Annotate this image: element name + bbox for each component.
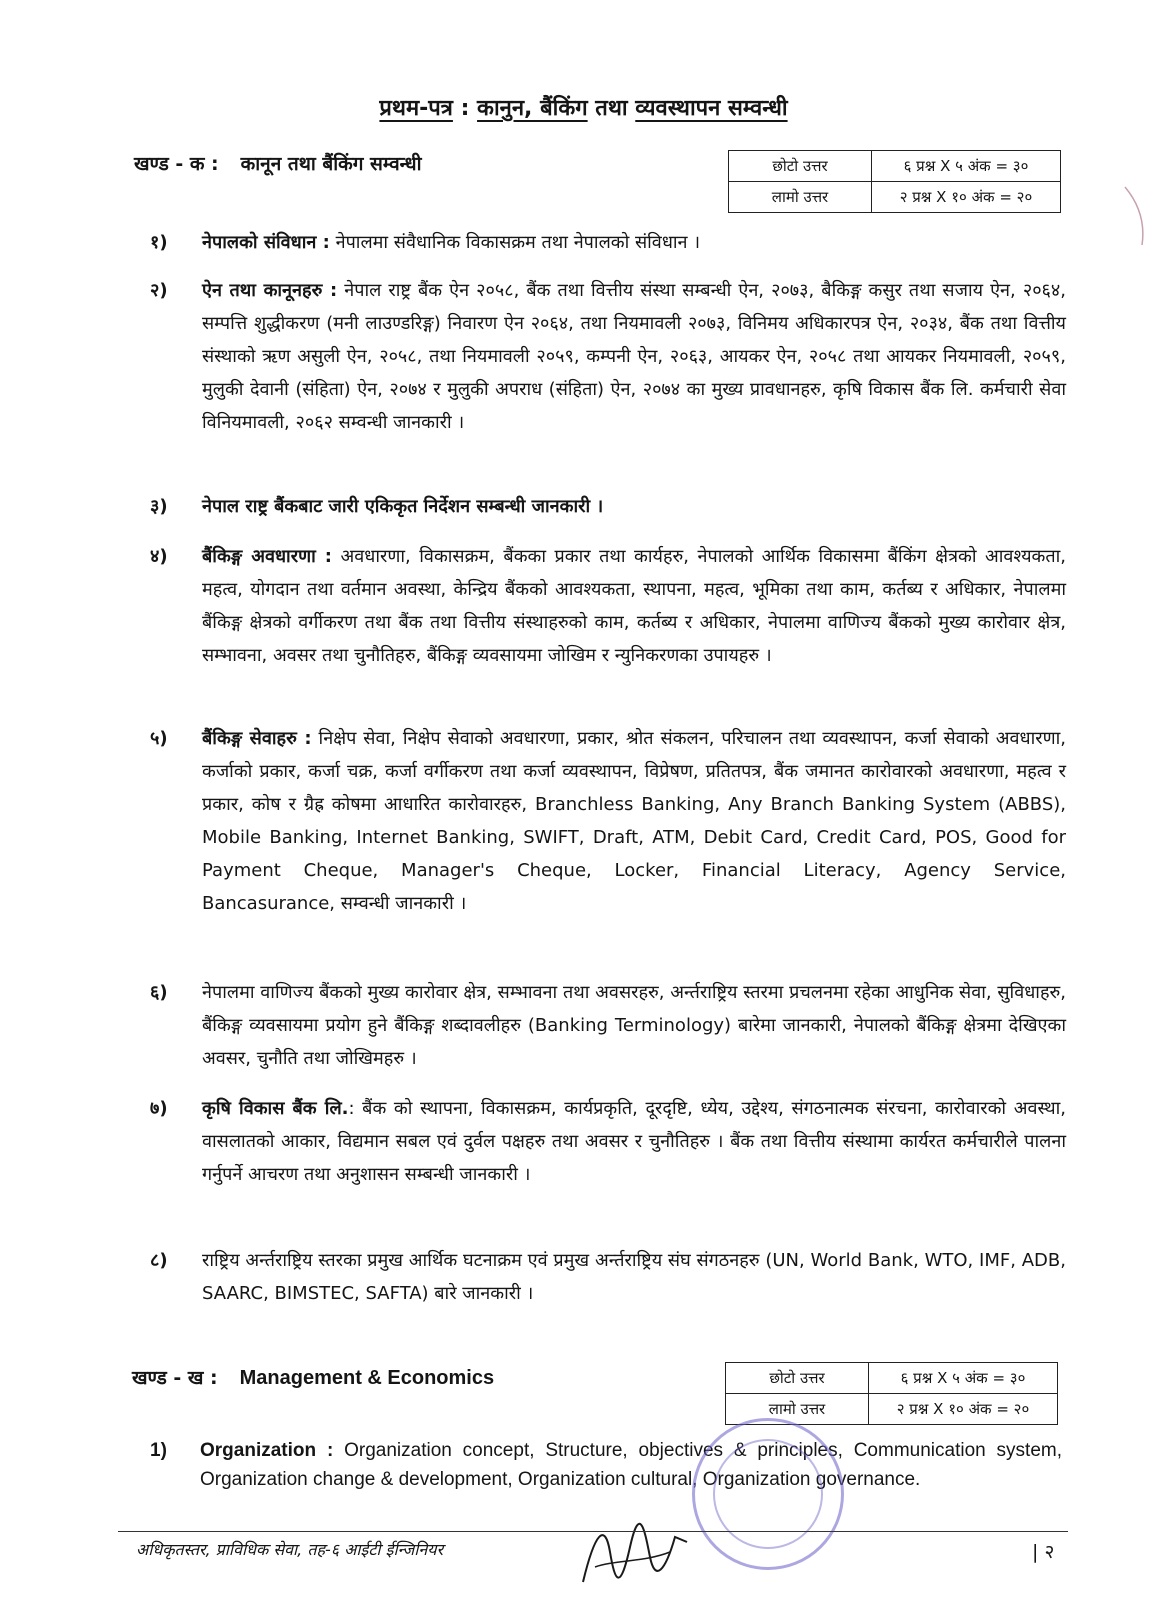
item-text: Organization concept, Structure, objectives & principles, Communication system, Organization change & development, Organization cultural, Organization governance. bbox=[200, 1440, 1062, 1490]
section-b-label: खण्ड - ख : bbox=[132, 1367, 218, 1389]
section-b-header bbox=[132, 1364, 494, 1390]
section-b-heading: Management & Economics bbox=[239, 1367, 495, 1389]
item-number: ६) bbox=[150, 982, 168, 1003]
item-number: ३) bbox=[150, 496, 168, 517]
item-number: 1) bbox=[150, 1440, 167, 1461]
footer-text: अधिकृतस्तर, प्राविधिक सेवा, तह-६ आईटी ईन्जिनियर bbox=[136, 1540, 444, 1559]
marks-detail: २ प्रश्न X १० अंक = २० bbox=[869, 1394, 1058, 1425]
title-part-2: कानुन, बैंकिंग bbox=[477, 96, 588, 121]
marks-detail: २ प्रश्न X १० अंक = २० bbox=[872, 182, 1061, 213]
margin-mark bbox=[1120, 185, 1160, 265]
list-item-b1 bbox=[150, 1436, 1062, 1494]
item-lead: बैंकिङ्ग सेवाहरु : bbox=[202, 728, 312, 749]
item-number: ४) bbox=[150, 546, 168, 567]
item-text: राष्ट्रिय अर्न्तराष्ट्रिय स्तरका प्रमुख आर्थिक घटनाक्रम एवं प्रमुख अर्न्तराष्ट्रिय संघ संगठनहरु (UN, World Bank, WTO, IMF, ADB, SAARC, BIMSTEC, SAFTA) बारे जानकारी । bbox=[202, 1250, 1066, 1304]
title-part-4: व्यवस्थापन सम्वन्धी bbox=[635, 96, 788, 121]
list-item-8 bbox=[150, 1244, 1066, 1310]
item-lead: कृषि विकास बैंक लि. bbox=[202, 1098, 349, 1119]
list-item-7 bbox=[150, 1092, 1066, 1191]
marks-detail: ६ प्रश्न X ५ अंक = ३० bbox=[869, 1363, 1058, 1394]
list-item-6 bbox=[150, 976, 1066, 1075]
item-text: नेपालमा वाणिज्य बैंकको मुख्य कारोवार क्षेत्र, सम्भावना तथा अवसरहरु, अर्न्तराष्ट्रिय स्तरमा प्रचलनमा रहेका आधुनिक सेवा, सुविधाहरु, बैंकिङ्ग व्यवसायमा प्रयोग हुने बैंकिङ्ग शब्दावलीहरु (Banking Terminology) बारेमा जानकारी, नेपालको बैंकिङ्ग क्षेत्रमा देखिएका अवसर, चुनौति तथा जोखिमहरु । bbox=[202, 982, 1066, 1069]
page-number: | २ bbox=[1032, 1541, 1055, 1563]
list-item-5 bbox=[150, 722, 1066, 920]
page-title bbox=[0, 92, 1167, 122]
list-item-1 bbox=[150, 226, 1066, 259]
item-text: नेपाल राष्ट्र बैंक ऐन २०५८, बैंक तथा वित्तीय संस्था सम्बन्धी ऐन, २०७३, बैकिङ्ग कसुर तथा सजाय ऐन, २०६४, सम्पत्ति शुद्धीकरण (मनी लाउण्डरिङ्ग) निवारण ऐन २०६४, तथा नियमावली २०७३, विनिमय अधिकारपत्र ऐन, २०३४, बैंक तथा वित्तीय संस्थाको ऋण असुली ऐन, २०५८, तथा नियमावली २०५९, कम्पनी ऐन, २०६३, आयकर ऐन, २०५८ तथा आयकर नियमावली, २०५९, मुलुकी देवानी (संहिता) ऐन, २०७४ र मुलुकी अपराध (संहिता) ऐन, २०७४ का मुख्य प्रावधानहरु, कृषि विकास बैंक लि. कर्मचारी सेवा विनियमावली, २०६२ सम्वन्धी जानकारी । bbox=[202, 280, 1066, 433]
section-a-label: खण्ड - क : bbox=[134, 153, 219, 175]
list-item-3 bbox=[150, 490, 1066, 523]
item-number: १) bbox=[150, 232, 168, 253]
section-b-marks-table bbox=[725, 1362, 1058, 1425]
marks-row bbox=[726, 1363, 1058, 1394]
list-item-2 bbox=[150, 274, 1066, 439]
item-number: ५) bbox=[150, 728, 168, 749]
marks-detail: ६ प्रश्न X ५ अंक = ३० bbox=[872, 151, 1061, 182]
marks-type: लामो उत्तर bbox=[729, 182, 872, 213]
item-text: निक्षेप सेवा, निक्षेप सेवाको अवधारणा, प्रकार, श्रोत संकलन, परिचालन तथा व्यवस्थापन, कर्जा सेवाको अवधारणा, कर्जाको प्रकार, कर्जा चक्र, कर्जा वर्गीकरण तथा कर्जा व्यवस्थापन, विप्रेषण, प्रतितपत्र, बैंक जमानत कारोवारको अवधारणा, महत्व र प्रकार, कोष र ग्रैह्र कोषमा आधारित कारोवारहरु, Branchless Banking, Any Branch Banking System (ABBS), Mobile Banking, Internet Banking, SWIFT, Draft, ATM, Debit Card, Credit Card, POS, Good for Payment Cheque, Manager's Cheque, Locker, Financial Literacy, Agency Service, Bancasurance, सम्वन्धी जानकारी । bbox=[202, 728, 1066, 914]
item-lead: बैंकिङ्ग अवधारणा : bbox=[202, 546, 332, 567]
section-a-heading: कानून तथा बैंकिंग सम्वन्धी bbox=[240, 153, 422, 175]
section-a-header bbox=[134, 150, 422, 176]
title-part-1: प्रथम-पत्र bbox=[379, 96, 453, 121]
section-a-marks-table bbox=[728, 150, 1061, 213]
marks-type: छोटो उत्तर bbox=[729, 151, 872, 182]
item-text: अवधारणा, विकासक्रम, बैंकका प्रकार तथा कार्यहरु, नेपालको आर्थिक विकासमा बैंकिंग क्षेत्रको आवश्यकता, महत्व, योगदान तथा वर्तमान अवस्था, केन्द्रिय बैंकको आवश्यकता, स्थापना, महत्व, भूमिका तथा काम, कर्तब्य र अधिकार, नेपालमा बैंकिङ्ग क्षेत्रको वर्गीकरण तथा बैंक तथा वित्तीय संस्थाहरुको काम, कर्तब्य र अधिकार, नेपालमा वाणिज्य बैंकको मुख्य कारोवार क्षेत्र, सम्भावना, अवसर तथा चुनौतिहरु, बैंकिङ्ग व्यवसायमा जोखिम र न्युनिकरणका उपायहरु । bbox=[202, 546, 1066, 666]
list-item-4 bbox=[150, 540, 1066, 672]
item-lead: ऐन तथा कानूनहरु : bbox=[202, 280, 338, 301]
item-number: २) bbox=[150, 280, 168, 301]
item-lead: Organization : bbox=[200, 1440, 334, 1461]
office-stamp bbox=[692, 1418, 844, 1570]
marks-type: छोटो उत्तर bbox=[726, 1363, 869, 1394]
item-lead: नेपालको संविधान : bbox=[202, 232, 330, 253]
item-text: : बैंक को स्थापना, विकासक्रम, कार्यप्रकृति, दूरदृष्टि, ध्येय, उद्देश्य, संगठनात्मक संरचना, कारोवारको अवस्था, वासलातको आकार, विद्यमान सबल एवं दुर्वल पक्षहरु तथा अवसर र चुनौतिहरु । बैंक तथा वित्तीय संस्थामा कार्यरत कर्मचारीले पालना गर्नुपर्ने आचरण तथा अनुशासन सम्बन्धी जानकारी । bbox=[202, 1098, 1066, 1185]
title-separator: : bbox=[452, 96, 478, 121]
marks-row bbox=[729, 182, 1061, 213]
signature bbox=[575, 1512, 695, 1597]
title-part-3: तथा bbox=[587, 96, 636, 121]
marks-type: लामो उत्तर bbox=[726, 1394, 869, 1425]
item-lead: नेपाल राष्ट्र बैंकबाट जारी एकिकृत निर्देशन सम्बन्धी जानकारी । bbox=[202, 496, 604, 517]
item-number: ७) bbox=[150, 1098, 168, 1119]
footer-divider bbox=[118, 1531, 1068, 1532]
item-number: ८) bbox=[150, 1250, 168, 1271]
marks-row bbox=[729, 151, 1061, 182]
item-text: नेपालमा संवैधानिक विकासक्रम तथा नेपालको संविधान । bbox=[329, 232, 701, 253]
